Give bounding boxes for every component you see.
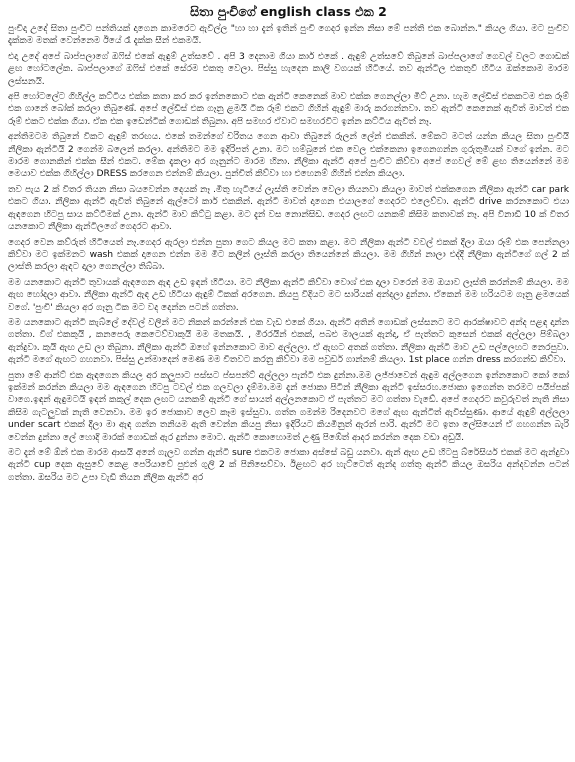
paragraph-4: අන්තිමටම තිබුනේ විකට ඇඳුම් තරඟය. එකේ තමන්ගේ චරිතය ගෙන ආවා තිබුනේ රූලන් ලේන් එකකින්. මේකට මටත් යන්න කියල සිතා පුංචියි නීලිකා ඇන්ටියි 2 ගෙන්ම බලෙන් කරලා. අන්තිමට මම ඉදිරිපත් උනා. මට හම්බුනේ එක වෙල එක්කෙනා ඉගෙනගන්න ගුරුතුමියක් වගේ ඉන්න. මට මාරම ගොනකින් එක්ක සීන් එකට. මේක දැකලා අර ගෑනුන්ට මාරම හිනා. නීලිකා ඇන්ටී අපේ පුංචිට කිව්වා අපේ ගෙවල් මේ ළඟ තියෙන්නේ මම මෙයාව එක්ක ගිහිල්ලා DRESS කරගෙන එන්නම් කියලා. පුන්චිත් කිව්වා හා එහෙනම් ගිහින් එන්න කියලා.: [8, 131, 569, 180]
paragraph-10: මට දැන් මේ ඕන් එක මාරම ආසයි අනේ ගැලව ගන්න ඇන්ටි sure එකටම ජොකා අස්සේ බඩු යනවා. ඇන් ඇඟ උඩ හිටපු බ්රේසියර් එකක් මට ඇන්දුවා ඇන්ටි cup දෙක ඇසුවේ කෙළ පෙරියාවේ පුළුන් ගුලි 2 ක් පිනිසෙව්වා. ඊළඟට අර හැට්ටෙත් ඇන්ද ගත්තු ඇන්ටි කියල ඔසරිය අන්දවන්න පටන් ගත්තා. ඔසරිය මට උපා වැඩි තියන නීලික ඇන්ටි අර: [8, 447, 569, 483]
paragraph-6: ගෙදර වෙන කව්රුත් හිටියෙත් නෑ.ගෙදර ඇරලා එන්න පුතා ගෙට කියල මට කතා කළා. මට නීලිකා ඇන්ටි වවල් එකක් දීලා ඔයා රූම් එක පෙන්නලා කිව්වා මට ඉක්මනට wash එකක් දාගෙන එන්න මම මීට කලින් ලෑස්ති කරලා තියෙන්නේ කියලා. මම ගිහින් නාලා එද්දී නීලිකා ඇන්ටිගේ ගල් 2 ක් ලාස්ති කරලා ඇඳට දාලා ගෙනල්ලා තිබ්බා.: [8, 236, 569, 273]
paragraph-7: මම යනකොට ඇන්ටි තුවායක් ඇඳගෙන ඇඳ උඩ ඉඳන් හිටියා. මට නීලිකා ඇන්ටි කිව්වා වොශ් එක දාලා වරෙන් මම ඔයාව ලෑස්ති කරන්නම් කියලා. මම ඇඟ හෝදලා ආවා. නීලිකා ඇන්ටි ඇඳ උඩ හිටියා ඇඳුම් ටිකක් අරගෙන. කියපු විදියට මට සාරියක් අන්දලා දුන්නා. ඒකෙන් මම හරියටම ගෑනු ළමයෙක් වගේ. 'පුංචි' කියලා අර ගෑනු ටික මට වද දෙන්න පටන් ගත්තා.: [8, 276, 569, 313]
paragraph-9: පුතා මේ ආන්ට් එක ඇඳගෙන කියල අර කලුපාට පස්සට ප්සපන්ට් අල්ලලා පැන්ටි එක දුන්නා.මම ලජ්ජාවෙන් ඇඳුම අල්ලගෙන ඉන්නකොට කෝ කෝ ඉක්මන් කරන්න කියලා මම ඇඳගෙන හිටපු ටවල් එක ගලවලා දැම්මා.මම දැන් ජොකා පිටින් නීලිකා ඇන්ටි ඉස්සරහ.ජොකා ඉගෙන්ත තරමට පයිප්පක් වාගෙ.ඉඳන් ඇඳුමටයි ඉඳන් කකුල් දෙක ලඟට යනකම් ඇන්ටි ගේ සායත් අල්ලනකොට ඒ පැත්තට මට ගත්තා වැඩේ. අපේ ගෙදරට කවුරුවත් නැති නිසා කිසිම ගැටලුවක් නැති වෙනවා. මම ඉර ජොකාව ලෙව කෑම ඉස්සුවා. ගත්ත ගමන්ම රිදෙනවට මගේ ඇඟ ඇන්ටිත් ඇවිස්සුණා. ආයේ ඇඳුම් අල්ලලා under scart එකක් දීලා මා ඇඳ ගන්න තනියම ඇති වෙන්න කියපු නිසා ඉදිරියට කියමිනුත් ඇරන් පාරි. ඇන්ටි මට ඉතා ලේසියෙන් ඒ ගහගන්න බැරි වෙන්න දුන්නා ලේ හොදි මාරක් ගොඩක් ඇර දුන්නා මොට. ඇන්ටි කොහොමත් උණු පිඹේත් ආදර කරන්න දෙක වඩා අඩුයි.: [8, 369, 569, 443]
document-title: සිතා පුංචිගේ english class එක 2: [190, 4, 387, 19]
paragraph-3: අපි හෝටලේට ගිහිල්ල කට්ටිය එක්ක කතා කර කර ඉන්නකොට එක ඇන්ටි කෙනෙක් මාව එක්ක ගෙනල්ලා මිට් උනා. හැම ලේඩිස් එකකටම එක රූම් එක ගානේ බෝක් කරලා තිබුණේ. අපේ ලේඩිස් එක ගෑනු ළමයි ටික රූම් එකට ගිහින් ඇඳුම් මාරු කරගන්නවා. තව ඇන්ටි කෙනෙක් ඇවිත් මාවත් එක රූම් එකට එක්ක ගියා. ඒක එක ඉඩෙන්ටික් ගොඩක් තිබුනා. අපි සමහර ඒවාට සමහරවිට ඉන්න කට්ටිය ඇවිත් නෑ.: [8, 91, 569, 127]
paragraph-1: පුංචිදා උදේ සිතා පුංචිට පන්තියක් දාගෙන කාමරෙට ඇවිල්ල "හා හා දැන් ඉතින් පුංචි ගෙදර ඉන්න නිසා මේ පන්ති එක බොන්න." කියල ගියා. මට පුංචිව දැක්කම මතක් වෙන්නෙම ඊයේ රෑ දැක්ක සීන් එකමයි.: [8, 23, 569, 47]
paragraph-5: තව පැය 2 ක් විතර තියන නිසා බයවෙන්න දෙයක් නෑ .මිතු හැටියේ ලැස්ති වෙන්න වෙලා තියනවා කියලා මාවත් එක්කගෙන නීලිකා ඇන්ටි car park එකට ගියා. නීලිකා ඇන්ටි ඇවිත් තිබුනේ ඇල්ටෝ කාර් එකකින්. ඇන්ටී මාවත් දාගෙන එයාලගේ ගෙදරට එලෙව්වා. ඇන්ටි drive කරනකොට එයා ඇඳගෙන හිටපු සාය කට්ටිමක් උනා. ඇන්ටි මාව කිට්ටු කළා. මට දැන් වස නොන්සිඩ. ගෙදර ලඟට යනකම් කිසිම කතාවක් නෑ. අපි විනාඩි 10 ක් විතර යනකොට නීලිකා ඇන්ටිලගේ ගෙදරට ආවා.: [8, 183, 569, 233]
paragraph-8: මම යනකොට ඇන්ටි කැබ්ලේ දේවල් වලින් මට නිකන් කරන්නේ එක වැඩ එකේ ගියා. ඇන්ටි අතින් ගොඩක් ලස්සනට මට ආරක්ෂාවට අන්ද පළඳ දාන්න ගත්තා. වීග් එකකුයි , කනපෙරු කෙටෙව්වාකුයි මම මතකයි. , මිරරයින් එකක්, පබළු මාලයක් ඇන්දා, ඒ පැත්තට කුසෙන් එකක් අල්ලලා පිම්බලා ඇන්දුවා. කුයි ඇඟ උඩ ලා තිබුනා. නීලිකා ඇන්ටි ඔහේ ඉන්නකොට මාව අල්ලලා. ඒ ඇඟට අතක් ගත්තා. නීලිකා ඇන්ටි මාව උඩ පල්ලෙහට නෙරපුවා. ඇන්ටි මගේ ඇඟට ගහනවා. පිස්සු උන්මාදෙන් මෙණ මම චීතවට කරනු කිව්වා මම පවුඩර් ගාන්නම් කියලා. 1st place ගන්න dress කරගන්ඩ කිව්වා.: [8, 316, 569, 366]
document-body: [8, 23, 569, 484]
paragraph-2: එදා උදේ අපේ බාප්පලාගේ ඔෆිස් එකේ ඇඳුම් උත්සවේ . අපි 3 දෙනාම ගියා කාර් එකේ . ඇඳුම් උත්සවේ තිබුනේ බාප්පලාගේ ගෙවල් වලට ගොඩක් ළඟ හෝටලේක. බාප්පලාගේ ඔෆිස් එකේ සේරම එකතු වෙලා. පිස්සු හැදෙන කාලි වගයක් හිටියේ. තව ඇන්ටිල එකතුවී හිටිය ඔක්කොම මාරම ලස්සනයි.: [8, 50, 569, 87]
